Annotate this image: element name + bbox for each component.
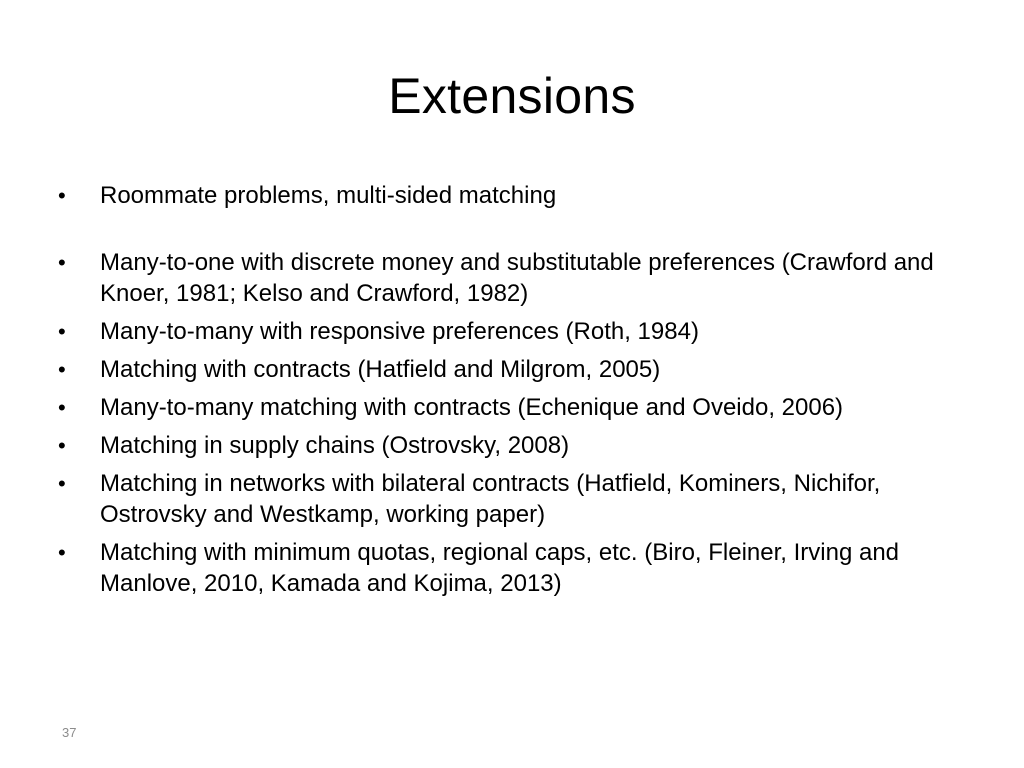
bullet-text: Matching in networks with bilateral contracts (Hatfield, Kominers, Nichifor, Ostrovsky and Westkamp, working paper) (100, 470, 881, 528)
list-item (58, 354, 958, 385)
bullet-icon: • (58, 250, 66, 275)
bullet-icon: • (58, 357, 66, 382)
list-item (58, 180, 958, 211)
list-item (58, 537, 958, 599)
slide-number: 37 (62, 725, 77, 740)
list-item (58, 430, 958, 461)
bullet-icon: • (58, 183, 66, 208)
bullet-icon: • (58, 319, 66, 344)
bullet-icon: • (58, 395, 66, 420)
bullet-text: Roommate problems, multi-sided matching (100, 182, 557, 209)
bullet-icon: • (58, 433, 66, 458)
bullet-text: Matching with contracts (Hatfield and Milgrom, 2005) (100, 356, 661, 383)
list-item (58, 316, 958, 347)
bullet-text: Many-to-many with responsive preferences (Roth, 1984) (100, 318, 699, 345)
bullet-text: Matching in supply chains (Ostrovsky, 2008) (100, 432, 570, 459)
slide-title: Extensions (388, 68, 636, 124)
list-item (58, 392, 958, 423)
bullet-text: Many-to-many matching with contracts (Echenique and Oveido, 2006) (100, 394, 844, 421)
list-item (58, 468, 958, 530)
bullet-icon: • (58, 540, 66, 565)
bullet-list (58, 180, 958, 606)
list-item (58, 247, 958, 309)
bullet-text: Matching with minimum quotas, regional caps, etc. (Biro, Fleiner, Irving and Manlove, 2010, Kamada and Kojima, 2013) (100, 539, 900, 597)
bullet-text: Many-to-one with discrete money and substitutable preferences (Crawford and Knoer, 1981; Kelso and Crawford, 1982) (100, 249, 934, 307)
bullet-icon: • (58, 471, 66, 496)
